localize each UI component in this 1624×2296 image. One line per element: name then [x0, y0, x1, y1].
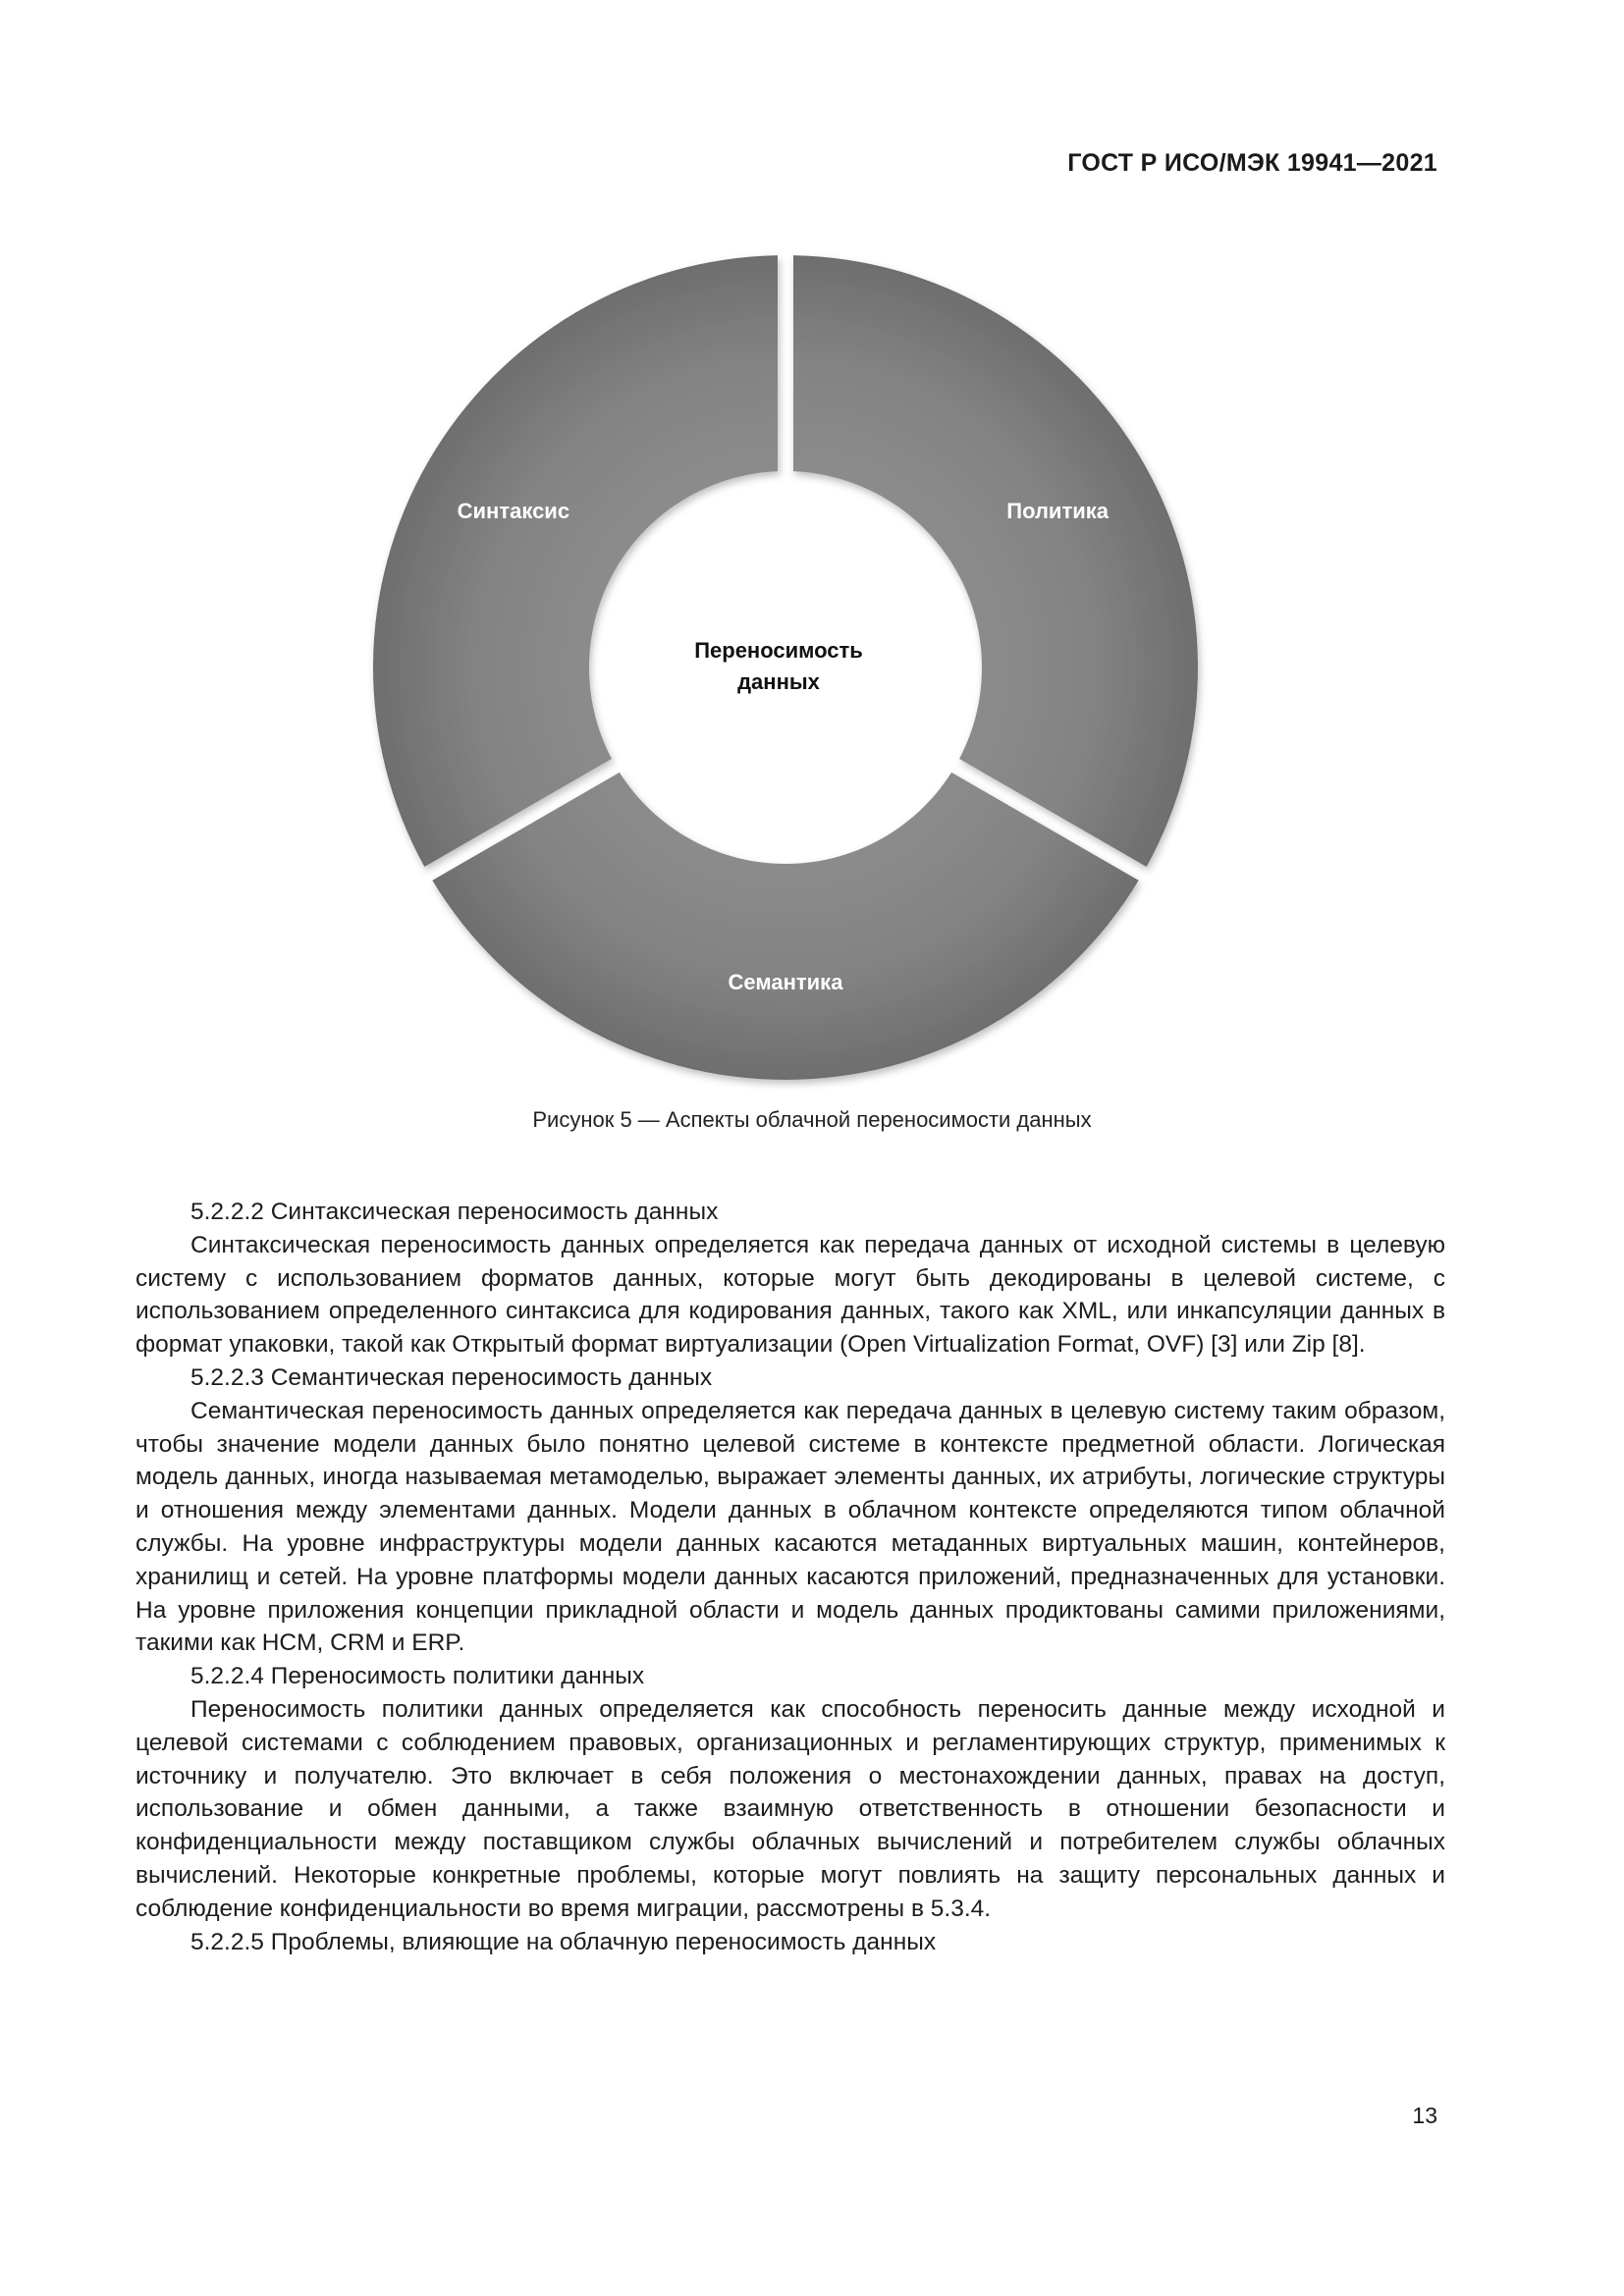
document-header: ГОСТ Р ИСО/МЭК 19941—2021 — [1067, 149, 1437, 177]
section-paragraph-5-2-2-3: Семантическая переносимость данных определяется как передача данных в целевую систему таким образом, чтобы значение модели данных было понятно целевой системе в контексте предметной области. Логическая модель данных, иногда называемая метамоделью, выражает элементы данных, их атрибуты, логические структуры и отношения между элементами данных. Модели данных в облачном контексте определяются типом облачной службы. На уровне инфраструктуры модели данных касаются метаданных виртуальных машин, контейнеров, хранилищ и сетей. На уровне платформы модели данных касаются приложений, предназначенных для установки. На уровне приложения концепции прикладной области и модель данных продиктованы самими приложениями, такими как HCM, CRM и ERP. — [135, 1397, 1445, 1657]
section-heading-5-2-2-4: 5.2.2.4 Переносимость политики данных — [190, 1663, 645, 1690]
center-label-line-2: данных — [737, 669, 820, 694]
donut-segment-semantika — [432, 773, 1138, 1080]
figure-caption: Рисунок 5 — Аспекты облачной переносимости данных — [532, 1107, 1092, 1132]
body-text — [135, 1196, 1445, 1958]
section-paragraph-5-2-2-2: Синтаксическая переносимость данных определяется как передача данных от исходной системы в целевую систему с использованием форматов данных, которые могут быть декодированы в целевой системе, с использованием определенного синтаксиса для кодирования данных, такого как XML, или инкапсуляции данных в формат упаковки, такой как Открытый формат виртуализации (Open Virtualization Format, OVF) [3] или Zip [8]. — [135, 1231, 1445, 1359]
section-paragraph-5-2-2-4: Переносимость политики данных определяется как способность переносить данные между исходной и целевой системами с соблюдением правовых, организационных и регламентирующих структур, применимых к источнику и получателю. Это включает в себя положения о местонахождении данных, правах на доступ, использование и обмен данными, а также взаимную ответственность в отношении безопасности и конфиденциальности между поставщиком службы облачных вычислений и потребителем службы облачных вычислений. Некоторые конкретные проблемы, которые могут повлиять на защиту персональных данных и соблюдение конфиденциальности во время миграции, рассмотрены в 5.3.4. — [135, 1695, 1445, 1922]
section-heading-5-2-2-3: 5.2.2.3 Семантическая переносимость данных — [190, 1363, 713, 1391]
section-heading-5-2-2-5: 5.2.2.5 Проблемы, влияющие на облачную переносимость данных — [190, 1928, 937, 1955]
figure-5 — [0, 0, 1624, 1099]
segment-label-sintaksis: Синтаксис — [457, 499, 570, 523]
donut-segment-politika — [793, 255, 1198, 867]
donut-segment-sintaksis — [373, 255, 778, 867]
center-label-line-1: Переносимость — [694, 638, 863, 663]
donut-diagram — [0, 0, 1624, 1099]
segment-label-semantika: Семантика — [728, 970, 843, 994]
page-number: 13 — [1412, 2103, 1437, 2128]
segment-label-politika: Политика — [1006, 499, 1110, 523]
section-heading-5-2-2-2: 5.2.2.2 Синтаксическая переносимость данных — [190, 1199, 719, 1225]
